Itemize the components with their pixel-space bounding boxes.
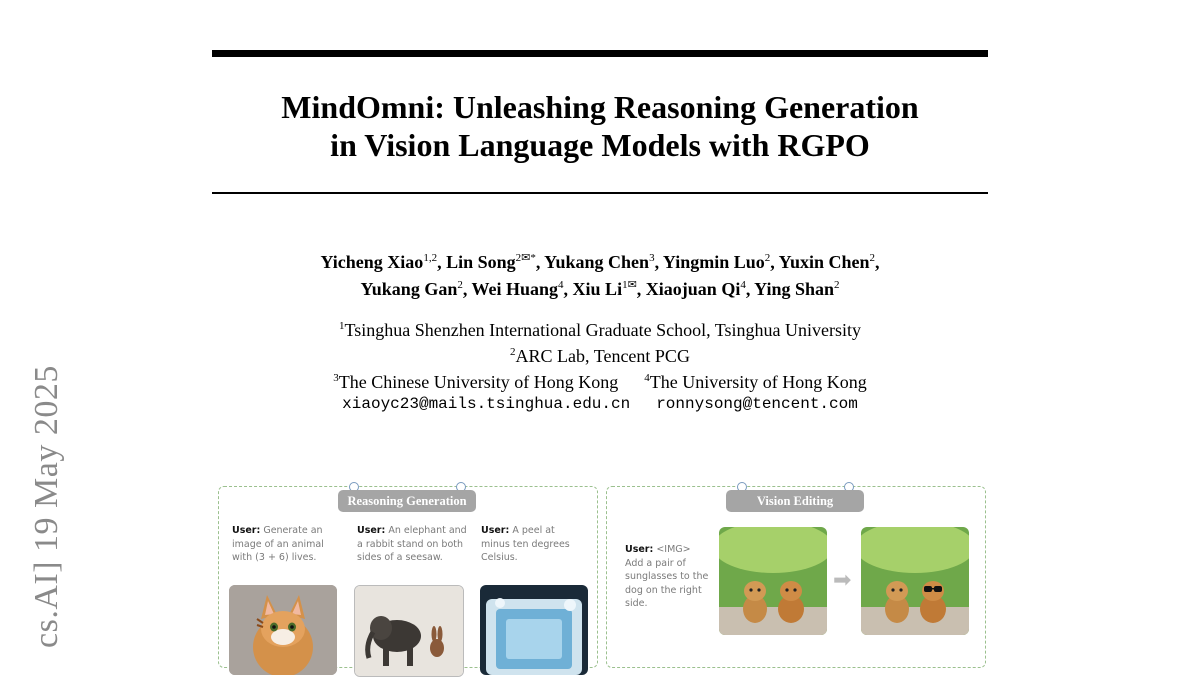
vision-editing-panel <box>606 486 986 668</box>
author-mark: 4 <box>740 279 746 291</box>
dogs-sunglasses-illustration <box>861 527 969 635</box>
top-rule <box>212 50 988 57</box>
prompt-text: An elephant and a rabbit stand on both sides of a seesaw. <box>357 525 467 563</box>
affiliation-mark: 4 <box>644 372 650 384</box>
edit-prompt <box>625 543 709 611</box>
arrow-right-icon: ➡ <box>833 567 852 592</box>
cat-illustration <box>229 585 337 675</box>
emails <box>212 393 988 415</box>
prompt-text: Generate an image of an animal with (3 + 6) lives. <box>232 525 324 563</box>
author-line-2: Yukang Gan$^2$, Wei Huang$^4$, Xiu $Li^{1✉}$, Xiaojuan Qi$^4$, Ying Shan$^2$ <box>360 279 840 299</box>
dogs-illustration <box>719 527 827 635</box>
frozen-peel-image <box>480 585 588 675</box>
ice-illustration <box>480 585 588 675</box>
user-label: User: <box>232 525 261 536</box>
prompt-1 <box>232 524 340 565</box>
author-name: Wei Huang <box>471 279 559 299</box>
elephant-rabbit-image <box>354 585 464 677</box>
author-mark: 2 <box>764 252 771 264</box>
author-name: Xiu Li <box>572 279 623 299</box>
panel-label: Vision Editing <box>726 490 864 512</box>
author-mark: 3 <box>649 252 655 264</box>
title-line-1: MindOmni: Unleashing Reasoning Generation <box>281 89 919 125</box>
affiliation-text: ARC Lab, Tencent PCG <box>515 346 690 366</box>
elephant-illustration <box>355 586 463 676</box>
author-list <box>212 247 988 301</box>
panel-label: Reasoning Generation <box>338 490 476 512</box>
author-name: Yukang Chen <box>544 252 650 272</box>
prompt-3 <box>481 524 585 565</box>
dogs-before-image <box>719 527 827 635</box>
author-mark: 2 <box>869 252 876 264</box>
affiliation-2 <box>212 341 988 367</box>
author-mark: 4 <box>558 279 564 291</box>
author-line-1: Yicheng Xiao$^{1,2}$, Lin Song$^{2✉*}$, Yukang Chen$^3$, Yingmin Luo$^2$, Yuxin Chen$^2$, <box>320 252 880 272</box>
title-bottom-rule <box>212 192 988 194</box>
arxiv-side-stamp: cs.AI] 19 May 2025 <box>28 365 65 648</box>
author-name: Yuxin Chen <box>778 252 870 272</box>
affiliation-mark: 2 <box>510 346 516 358</box>
cat-image <box>229 585 337 675</box>
author-mark: 1,2 <box>423 252 438 264</box>
email-link[interactable]: ronnysong@tencent.com <box>656 395 858 413</box>
author-mark: 1✉ <box>622 279 637 291</box>
affiliation-text: The Chinese University of Hong Kong <box>338 372 619 392</box>
title-line-2: in Vision Language Models with RGPO <box>330 127 870 163</box>
author-name: Xiaojuan Qi <box>645 279 741 299</box>
author-name: Yukang Gan <box>360 279 458 299</box>
author-mark: 2 <box>457 279 463 291</box>
dogs-after-image <box>861 527 969 635</box>
paper-title <box>212 88 988 164</box>
user-label: User: <box>357 525 386 536</box>
prompt-text: <IMG> Add a pair of sunglasses to the dog on the right side. <box>625 544 709 609</box>
email-link[interactable]: xiaoyc23@mails.tsinghua.edu.cn <box>342 395 631 413</box>
author-mark: 2 <box>834 279 840 291</box>
affiliation-3-4 <box>212 367 988 393</box>
author-name: Yicheng Xiao <box>320 252 424 272</box>
affiliation-mark: 3 <box>333 372 339 384</box>
author-mark: 2✉* <box>515 252 536 264</box>
affiliation-1 <box>212 315 988 341</box>
affiliations <box>212 315 988 415</box>
user-label: User: <box>481 525 510 536</box>
prompt-text: A peel at minus ten degrees Celsius. <box>481 525 570 563</box>
author-name: Ying Shan <box>754 279 835 299</box>
prompt-2 <box>357 524 473 565</box>
affiliation-text: The University of Hong Kong <box>649 372 867 392</box>
author-name: Yingmin Luo <box>662 252 765 272</box>
author-name: Lin Song <box>446 252 516 272</box>
affiliation-text: Tsinghua Shenzhen International Graduate School, Tsinghua University <box>344 320 862 340</box>
user-label: User: <box>625 544 654 555</box>
reasoning-generation-panel <box>218 486 598 668</box>
affiliation-mark: 1 <box>338 320 345 332</box>
